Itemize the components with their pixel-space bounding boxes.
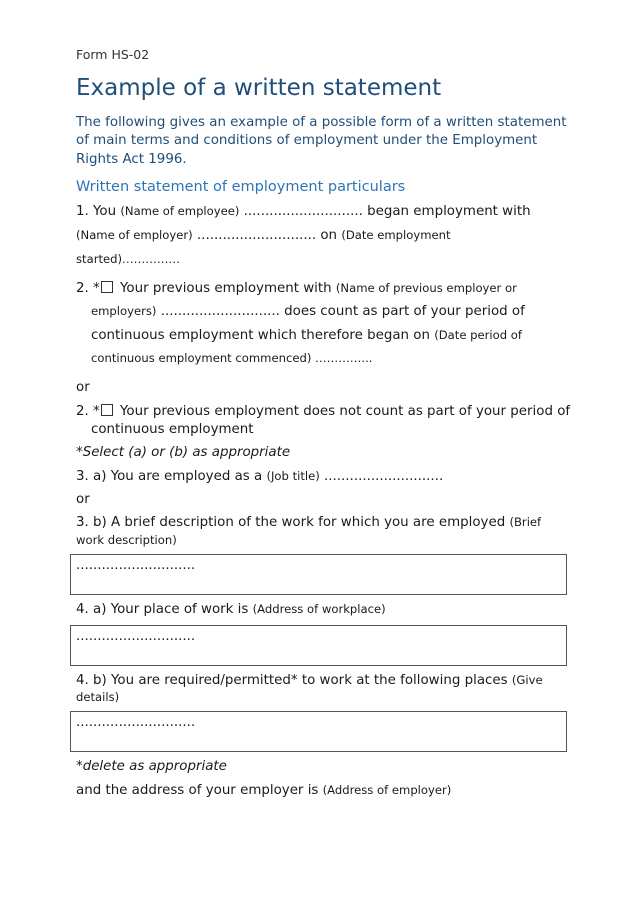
item2b-line1: 2. * Your previous employment does not count as part of your period of [76,404,571,419]
employee-name-hint: (Name of employee) [120,204,240,218]
item1-line1: 1. You (Name of employee) ............................ began employment with [76,204,531,219]
item3a-line: 3. a) You are employed as a (Job title) ............................ [76,469,444,484]
option-b-checkbox[interactable] [101,404,113,416]
work-description-hint: (Brief [509,515,542,529]
item2b-line2: continuous employment [91,422,254,437]
previous-employer-hint: (Name of previous employer or [335,281,517,295]
form-id: Form HS-02 [76,47,150,62]
workplace-address-hint: (Address of workplace) [252,602,386,616]
select-note: *Select (a) or (b) as appropriate [76,445,291,460]
item4b-line2: details) [76,690,120,704]
delete-note: *delete as appropriate [76,759,227,774]
item1-line2: (Name of employer) ............................ on (Date employment [76,228,451,243]
or-separator: or [76,380,90,395]
employer-address-line: and the address of your employer is (Address of employer) [76,783,452,798]
start-date-hint: (Date employment [341,228,451,242]
section-heading: Written statement of employment particulars [76,179,406,195]
work-description-field[interactable]: ............................ [70,554,567,595]
continuous-date-hint: (Date period of [434,328,522,342]
item4b-line1: 4. b) You are required/permitted* to work at the following places (Give [76,673,543,688]
employer-address-hint: (Address of employer) [322,783,452,797]
job-title-hint: (Job title) [266,469,320,483]
item3b-line1: 3. b) A brief description of the work for which you are employed (Brief [76,515,542,530]
employer-name-hint: (Name of employer) [76,228,193,242]
intro-paragraph: The following gives an example of a possible form of a written statement of main terms and conditions of employment under the Employment Rights Act 1996. [76,115,567,167]
item2a-line3: continuous employment which therefore began on (Date period of [91,328,522,343]
item2a-line4: continuous employment commenced) …………... [91,351,373,365]
page-title: Example of a written statement [76,75,442,101]
option-a-checkbox[interactable] [101,281,113,293]
item2a-line1: 2. * Your previous employment with (Name of previous employer or [76,281,517,296]
give-details-hint: (Give [511,673,543,687]
item1-line3: started)…………… [76,252,180,266]
item3b-line2: work description) [76,533,177,547]
item2a-line2: employers) ............................ does count as part of your period of [91,304,525,319]
other-places-field[interactable]: ............................ [70,711,567,752]
item4a-line: 4. a) Your place of work is (Address of workplace) [76,602,386,617]
workplace-address-field[interactable]: ............................ [70,625,567,666]
or-separator: or [76,492,90,507]
